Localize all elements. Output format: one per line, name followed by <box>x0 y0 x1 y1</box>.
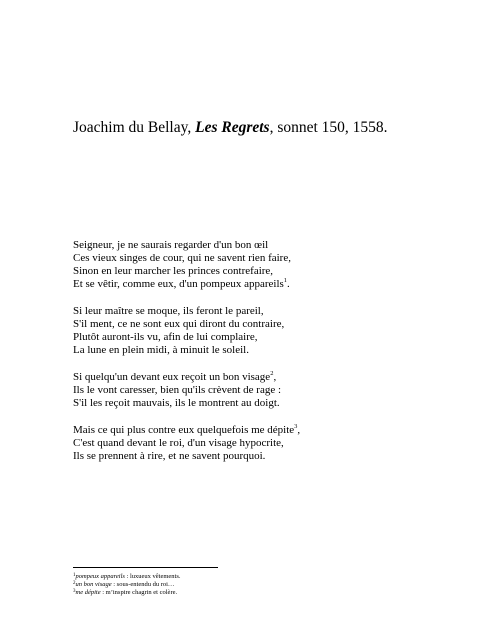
poem-body <box>73 239 453 477</box>
verse-line <box>73 318 453 331</box>
footnote-definition: : luxueux vêtements. <box>124 573 181 580</box>
verse-line <box>73 344 453 357</box>
heading-rest: , sonnet 150, 1558. <box>269 119 388 136</box>
footnote-term: me dépite <box>75 589 101 596</box>
verse-line <box>73 450 453 463</box>
verse-line <box>73 424 453 437</box>
stanza <box>73 305 453 357</box>
footnote-separator <box>73 567 218 568</box>
footnotes <box>73 573 373 597</box>
footnote-marker: 3 <box>294 423 298 430</box>
verse-text: Si quelqu'un devant eux reçoit un bon visage <box>73 371 271 383</box>
footnote-marker: 1 <box>283 277 288 284</box>
footnote <box>73 573 373 581</box>
verse-text: Ils se prennent à rire, et ne savent pourquoi. <box>73 450 266 462</box>
footnote-definition: : m’inspire chagrin et colère. <box>100 589 178 596</box>
verse-text: Seigneur, je ne saurais regarder d'un bon œil <box>73 239 269 251</box>
verse-text: Ces vieux singes de cour, qui ne savent rien faire, <box>73 252 291 264</box>
footnote-number: 2 <box>73 581 76 586</box>
verse-line <box>73 371 453 384</box>
verse-line <box>73 437 453 450</box>
verse-punctuation: . <box>287 278 290 290</box>
verse-line <box>73 384 453 397</box>
verse-line <box>73 397 453 410</box>
stanza <box>73 424 453 463</box>
verse-text: Mais ce qui plus contre eux quelquefois me dépite <box>73 424 295 436</box>
verse-line <box>73 305 453 318</box>
verse-text: Et se vêtir, comme eux, d'un pompeux appareils <box>73 278 284 290</box>
footnote <box>73 581 373 589</box>
verse-text: C'est quand devant le roi, d'un visage hypocrite, <box>73 437 284 449</box>
footnote-marker: 2 <box>270 370 274 377</box>
verse-line <box>73 265 453 278</box>
verse-line <box>73 252 453 265</box>
heading-author: Joachim du Bellay, <box>73 119 196 136</box>
verse-text: S'il les reçoit mauvais, ils le montrent au doigt. <box>73 397 280 409</box>
stanza <box>73 371 453 410</box>
footnote-number: 3 <box>73 589 76 594</box>
document-heading <box>73 118 388 138</box>
footnote-number: 1 <box>73 573 76 578</box>
heading-work-title: Les Regrets <box>195 119 270 136</box>
verse-line <box>73 278 453 291</box>
verse-text: Ils le vont caresser, bien qu'ils crèvent de rage : <box>73 384 282 396</box>
stanza <box>73 239 453 291</box>
verse-text: S'il ment, ce ne sont eux qui diront du contraire, <box>73 318 285 330</box>
verse-punctuation: , <box>273 371 277 383</box>
footnote <box>73 589 373 597</box>
verse-text: La lune en plein midi, à minuit le soleil. <box>73 344 249 356</box>
verse-text: Si leur maître se moque, ils feront le pareil, <box>73 305 264 317</box>
verse-punctuation: , <box>297 424 301 436</box>
footnote-definition: : sous-entendu du roi… <box>111 581 175 588</box>
footnote-term: un bon visage <box>75 581 112 588</box>
verse-text: Plutôt auront-ils vu, afin de lui complaire, <box>73 331 258 343</box>
verse-line <box>73 239 453 252</box>
verse-text: Sinon en leur marcher les princes contrefaire, <box>73 265 274 277</box>
footnote-term: pompeux appareils <box>75 573 125 580</box>
verse-line <box>73 331 453 344</box>
